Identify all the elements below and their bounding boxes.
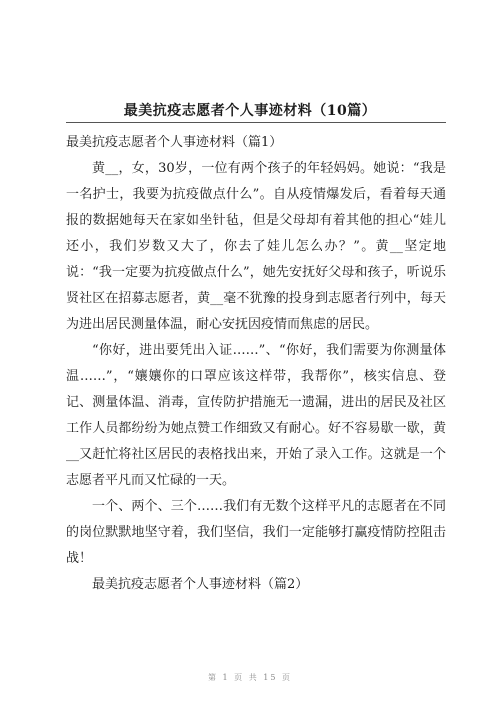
page-footer: 第 1 页 共 15 页 (208, 673, 292, 682)
section-heading-2: 最美抗疫志愿者个人事迹材料（篇2） (92, 577, 309, 592)
paragraph: 一个、两个、三个……我们有无数个这样平凡的志愿者在不同的岗位默默地坚守着，我们坚信，我们一定能够打赢疫情防控阻击战！ (66, 499, 446, 566)
section-heading-1: 最美抗疫志愿者个人事迹材料（篇1） (66, 135, 283, 150)
paragraph: 黄__，女，30岁，一位有两个孩子的年轻妈妈。她说：“我是一名护士，我要为抗疫做点什么”。自从疫情爆发后，看着每天通报的数据她每天在家如坐针毡，但是父母却有着其他的担心“娃儿还小，我们岁数又大了，你去了娃儿怎么办？”。黄__坚定地说：“我一定要为抗疫做点什么”，她先安抚好父母和孩子，听说乐贤社区在招募志愿者，黄__毫不犹豫的投身到志愿者行列中，每天为进出居民测量体温，耐心安抚因疫情而焦虑的居民。 (66, 161, 446, 332)
document-title: 最美抗疫志愿者个人事迹材料（10篇） (123, 103, 377, 119)
document-body (66, 130, 446, 598)
paragraph: “你好，进出要凭出入证……”、“你好，我们需要为你测量体温……”，“孃孃你的口罩应该这样带，我帮你”，核实信息、登记、测量体温、消毒，宣传防护措施无一遗漏，进出的居民及社区工作人员都纷纷为她点赞工作细致又有耐心。好不容易歇一歇，黄__又赶忙将社区居民的表格找出来，开始了录入工作。这就是一个志愿者平凡而又忙碌的一天。 (66, 343, 446, 488)
title-divider (66, 122, 446, 123)
